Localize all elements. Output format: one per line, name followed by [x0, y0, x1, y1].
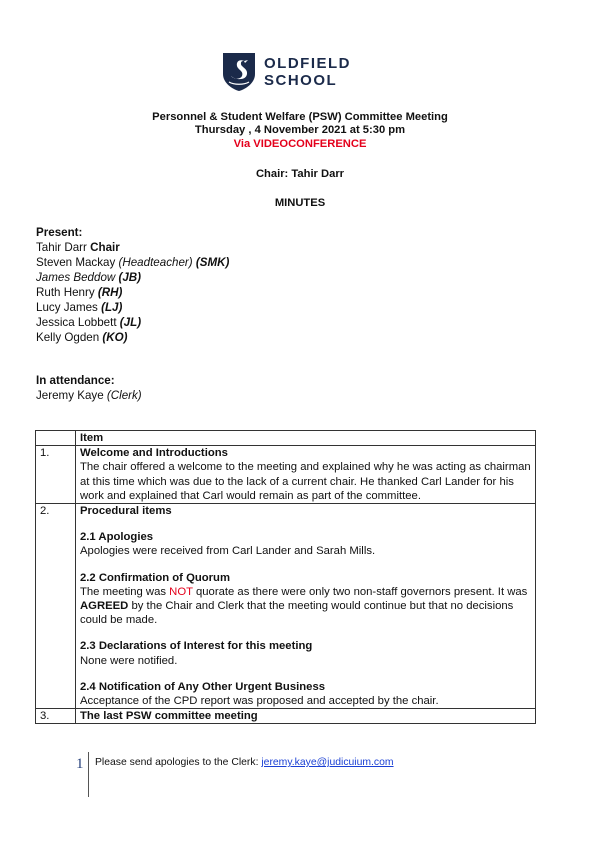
meeting-venue: Via VIDEOCONFERENCE [233, 138, 367, 150]
item-text: The chair offered a welcome to the meeting and explained why he was acting as chairman at this time which was due to the lack of a current chair. He thanked Carl Lander for his work and explained that Carl would remain as part of the committee. [80, 461, 531, 502]
present-member: Kelly Ogden (KO) [36, 331, 128, 344]
meeting-date: Thursday , 4 November 2021 at 5:30 pm [194, 124, 406, 136]
table-header-item: Item [76, 431, 536, 446]
table-row [36, 504, 536, 709]
item-title: Welcome and Introductions [80, 447, 228, 460]
item-number: 1. [36, 446, 76, 504]
present-member: James Beddow (JB) [36, 271, 142, 284]
table-row [36, 709, 536, 724]
present-member: Steven Mackay (Headteacher) (SMK) [36, 256, 230, 269]
meeting-chair: Chair: Tahir Darr [255, 168, 345, 180]
attendance-member: Jeremy Kaye (Clerk) [36, 389, 142, 402]
present-member: Ruth Henry (RH) [36, 286, 123, 299]
footer-divider [88, 752, 89, 797]
quorum-text: The meeting was NOT quorate as there were only two non-staff governors present. It was AGREED by the Chair and Clerk that the meeting would continue but that no decisions could be made. [80, 585, 528, 627]
meeting-title: Personnel & Student Welfare (PSW) Committee Meeting [152, 111, 448, 123]
aob-title: 2.4 Notification of Any Other Urgent Business [80, 680, 326, 693]
present-heading: Present: [36, 226, 83, 239]
logo-line-1: OLDFIELD [264, 55, 351, 72]
page-number: 1 [76, 756, 84, 772]
present-member: Lucy James (LJ) [36, 301, 123, 314]
attendance-heading: In attendance: [36, 374, 115, 387]
attendance-section [36, 373, 142, 403]
apologies-text: Apologies were received from Carl Lander and Sarah Mills. [80, 545, 376, 558]
aob-text: Acceptance of the CPD report was proposed and accepted by the chair. [80, 695, 439, 708]
minutes-table [35, 430, 536, 724]
item-title: Procedural items [80, 505, 172, 518]
item-number: 2. [36, 504, 76, 709]
logo-line-2: SCHOOL [264, 72, 338, 89]
present-member: Tahir Darr Chair [36, 241, 120, 254]
apologies-title: 2.1 Apologies [80, 531, 154, 544]
present-section [36, 225, 229, 345]
school-logo [222, 52, 351, 92]
interest-title: 2.3 Declarations of Interest for this meeting [80, 640, 313, 653]
swan-shield-icon [222, 52, 256, 92]
table-header-row [36, 431, 536, 446]
interest-text: None were notified. [80, 654, 178, 667]
quorum-title: 2.2 Confirmation of Quorum [80, 571, 230, 584]
clerk-email-link[interactable]: jeremy.kaye@judicuium.com [261, 757, 394, 768]
item-number: 3. [36, 709, 76, 724]
footer-note: Please send apologies to the Clerk: jeremy.kaye@judicuium.com [95, 757, 394, 768]
present-member: Jessica Lobbett (JL) [36, 316, 142, 329]
minutes-heading: MINUTES [274, 197, 326, 209]
table-row [36, 446, 536, 504]
item-title: The last PSW committee meeting [76, 709, 536, 724]
